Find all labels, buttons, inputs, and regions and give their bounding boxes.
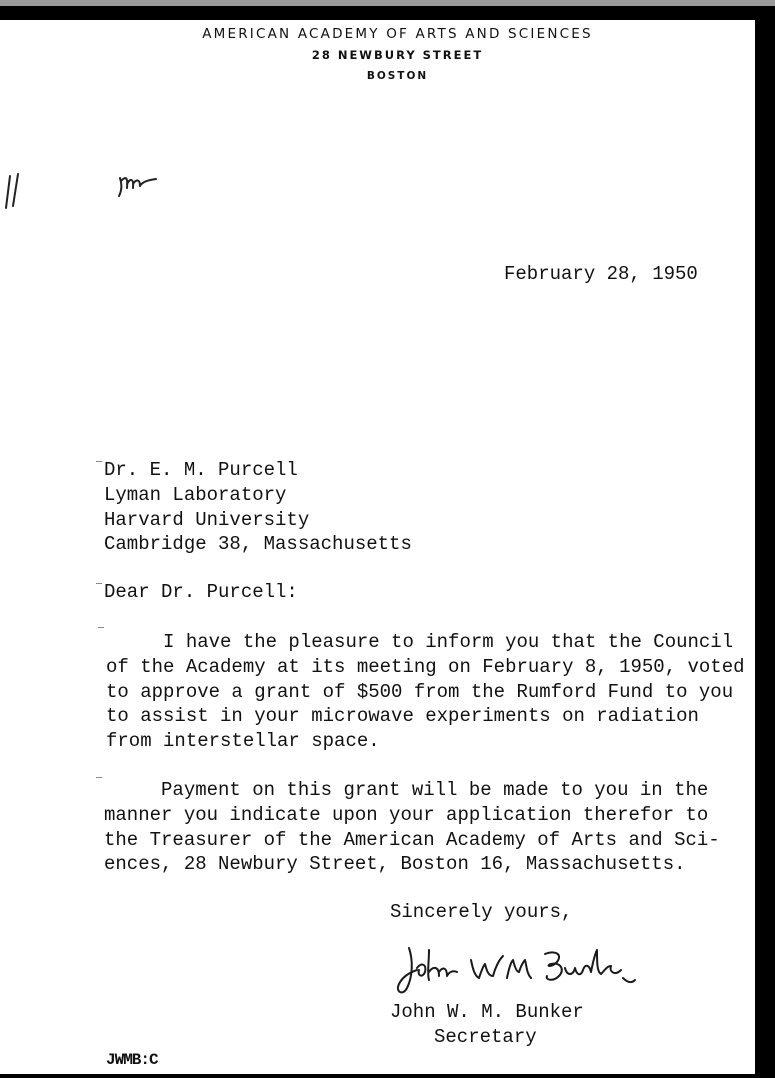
scan-tick [96, 583, 102, 584]
salutation: Dear Dr. Purcell: [104, 581, 298, 603]
body-line: of the Academy at its meeting on February 8, 1950, voted [106, 655, 745, 678]
address-line: Dr. E. M. Purcell [104, 459, 298, 481]
body-line: manner you indicate upon your application therefor to [104, 803, 709, 826]
handwritten-signature [395, 942, 645, 1000]
signer-name: John W. M. Bunker [390, 1001, 584, 1023]
scan-tick [98, 627, 104, 628]
body-line: ences, 28 Newbury Street, Boston 16, Massachusetts. [104, 853, 686, 876]
letter-paper [0, 20, 755, 1074]
letter-date: February 28, 1950 [504, 263, 698, 285]
reference-initials: JWMB:C [106, 1051, 158, 1069]
address-line: Harvard University [104, 508, 310, 531]
body-paragraph-1 [106, 630, 745, 754]
signer-title: Secretary [434, 1026, 537, 1048]
scan-tick [96, 777, 102, 778]
letterhead-city: BOSTON [366, 70, 429, 82]
body-line: Payment on this grant will be made to you in the [104, 779, 709, 801]
address-line: Lyman Laboratory [104, 483, 287, 506]
scan-edge-strip [0, 0, 775, 6]
body-line: to assist in your microwave experiments on radiation [106, 705, 699, 728]
recipient-address [104, 458, 412, 557]
handwritten-margin-mark [0, 172, 30, 212]
letterhead-name: AMERICAN ACADEMY OF ARTS AND SCIENCES [202, 26, 593, 42]
handwritten-initial-mark [116, 170, 162, 200]
body-line: to approve a grant of $500 from the Rumford Fund to you [106, 680, 734, 703]
letterhead-street: 28 NEWBURY STREET [311, 48, 484, 62]
body-line: the Treasurer of the American Academy of Arts and Sci- [104, 828, 720, 851]
body-line: from interstellar space. [106, 730, 380, 753]
closing: Sincerely yours, [390, 901, 573, 923]
address-line: Cambridge 38, Massachusetts [104, 533, 412, 556]
body-paragraph-2 [104, 778, 720, 877]
scan-tick [96, 461, 102, 462]
body-line: I have the pleasure to inform you that the Council [106, 631, 734, 653]
